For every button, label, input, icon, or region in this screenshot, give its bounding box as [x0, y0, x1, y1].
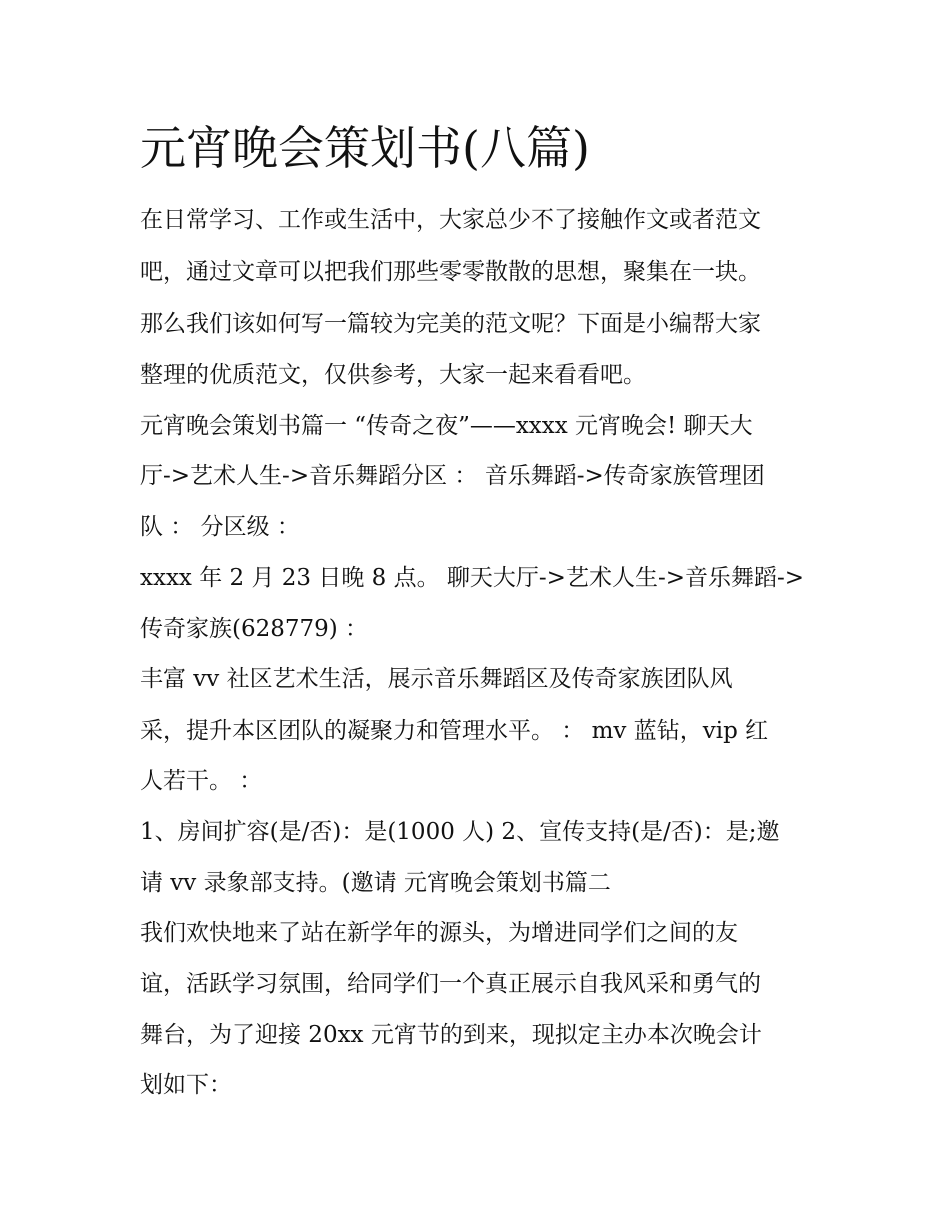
body-line: 划如下： — [140, 1072, 232, 1098]
body-line: 吧，通过文章可以把我们那些零零散散的思想，聚集在一块。 — [140, 259, 761, 285]
body-line: xxxx 年 2 月 23 日晚 8 点。 聊天大厅->艺术人生->音乐舞蹈-> — [140, 565, 805, 591]
body-line: 人若干。 ： — [140, 768, 263, 794]
body-line: 丰富 vv 社区艺术生活，展示音乐舞蹈区及传奇家族团队风 — [140, 666, 733, 692]
body-line: 谊，活跃学习氛围，给同学们一个真正展示自我风采和勇气的 — [140, 971, 761, 997]
document-title: 元宵晚会策划书(八篇) — [140, 121, 590, 175]
body-line: 采，提升本区团队的凝聚力和管理水平。 ： mv 蓝钻，vip 红 — [140, 718, 769, 744]
body-line: 我们欢快地来了站在新学年的源头，为增进同学们之间的友 — [140, 920, 738, 946]
body-line: 元宵晚会策划书篇一 “传奇之夜”——xxxx 元宵晚会! 聊天大 — [140, 413, 753, 439]
body-line: 整理的优质范文，仅供参考，大家一起来看看吧。 — [140, 362, 646, 388]
body-line: 在日常学习、工作或生活中，大家总少不了接触作文或者范文 — [140, 207, 761, 233]
body-line: 请 vv 录象部支持。(邀请 元宵晚会策划书篇二 — [140, 870, 611, 896]
body-line: 那么我们该如何写一篇较为完美的范文呢？下面是小编帮大家 — [140, 311, 761, 337]
body-line: 舞台，为了迎接 20xx 元宵节的到来，现拟定主办本次晚会计 — [140, 1022, 762, 1048]
body-line: 队 ： 分区级 ： — [140, 514, 300, 540]
body-line: 1、房间扩容(是/否)：是(1000 人) 2、宣传支持(是/否)：是;邀 — [140, 819, 780, 845]
body-line: 传奇家族(628779) ： — [140, 616, 369, 642]
body-line: 厅->艺术人生->音乐舞蹈分区 ： 音乐舞蹈->传奇家族管理团 — [140, 463, 765, 489]
